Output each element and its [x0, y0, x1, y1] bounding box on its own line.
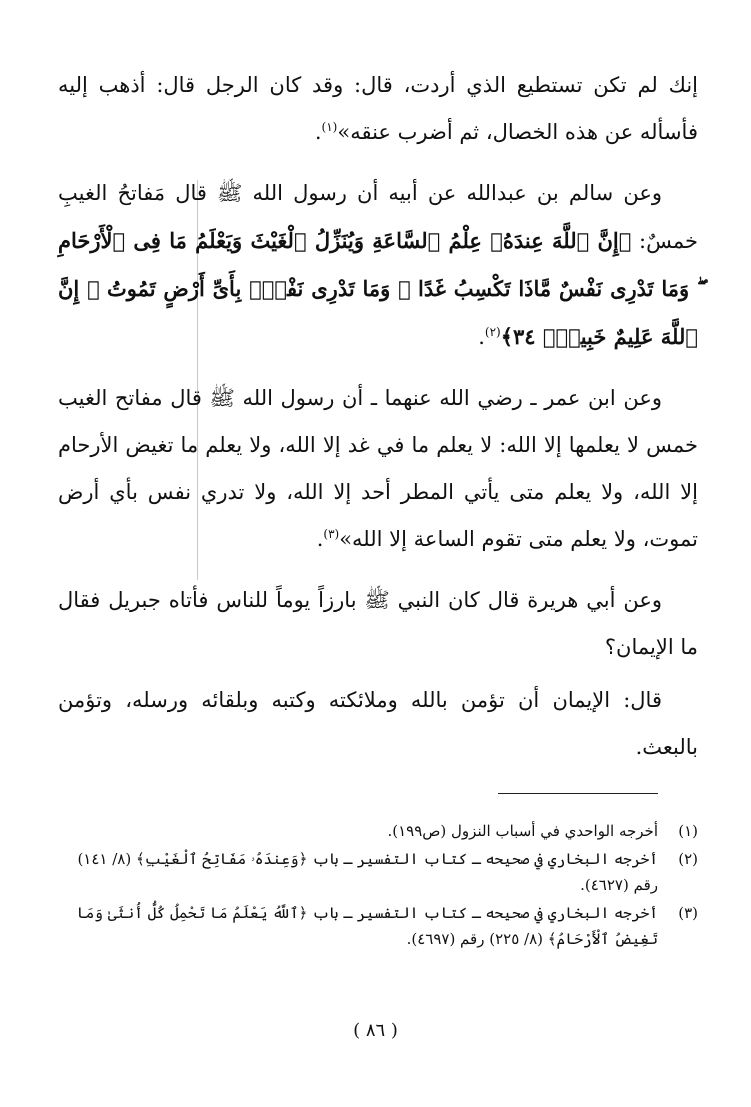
paragraph-text: قال: الإيمان أن تؤمن بالله وملائكته وكتبه وبلقائه ورسله، وتؤمن بالبعث.	[58, 688, 698, 759]
footnote-ref: (٢)	[484, 325, 501, 339]
paragraph-text: وعن أبي هريرة قال كان النبي ﷺ بارزاً يوماً للناس فأتاه جبريل فقال ما الإيمان؟	[58, 588, 698, 659]
footnote-ref: (١)	[321, 120, 338, 134]
footnote-text: أخرجه الواحدي في أسباب النزول (ص١٩٩).	[387, 822, 658, 840]
paragraph-text: إنك لم تكن تستطيع الذي أردت، قال: وقد كان الرجل قال: أذهب إليه فأسأله عن هذه الخصال، ثم أضرب عنقه»	[58, 73, 698, 144]
paragraph-4	[58, 577, 698, 671]
paragraph-3	[58, 375, 698, 563]
footnote-ref: (٣)	[323, 527, 340, 541]
paragraph-tail: .	[314, 120, 322, 144]
footnote-number: (٣)	[678, 904, 698, 922]
page-number: ( ٨٦ )	[353, 1020, 398, 1041]
footnote-2	[58, 846, 698, 898]
footnote-number: (١)	[678, 822, 698, 840]
footnote-3	[58, 900, 698, 952]
paragraph-tail: .	[478, 325, 485, 349]
paragraph-text: وعن ابن عمر ـ رضي الله عنهما ـ أن رسول الله ﷺ قال مفاتح الغيب خمس لا يعلمها إلا الله: لا يعلم ما في غد إلا الله، ولا يعلم ما تغيض الأرحام إلا الله، ولا يعلم متى يأتي المطر أحد إلا الله، ولا تدري نفس بأي أرض تموت، ولا يعلم متى تقوم الساعة إلا الله»	[58, 386, 698, 551]
paragraph-2	[58, 170, 698, 361]
footnote-divider	[498, 793, 658, 794]
paragraph-tail: .	[316, 527, 324, 551]
footnote-text: أخرجه البخاري في صحيحه ـ كتاب التفسير ـ باب ﴿ٱللَّهُ يَعْلَمُ مَا تَحْمِلُ كُلُّ أُنثَىٰ وَمَا تَغِيضُ ٱلْأَرْحَامُ﴾ (٨/ ٢٢٥) رقم (٤٦٩٧).	[76, 904, 658, 948]
paragraph-text: وعن سالم بن عبدالله عن أبيه أن رسول الله ﷺ قال مَفاتحُ الغيبِ خمسٌ:	[58, 181, 698, 253]
quran-verse: ﴿إِنَّ ٱللَّهَ عِندَهُۥ عِلْمُ ٱلسَّاعَةِ وَيُنَزِّلُ ٱلْغَيْثَ وَيَعْلَمُ مَا فِى ٱلْأَرْحَامِ ۖ وَمَا تَدْرِى نَفْسٌ مَّاذَا تَكْسِبُ غَدًا ۖ وَمَا تَدْرِى نَفْسٌۢ بِأَىِّ أَرْضٍ تَمُوتُ ۚ إِنَّ ٱللَّهَ عَلِيمٌ خَبِيرٌۢ ٣٤﴾	[58, 228, 698, 349]
footnote-text: أخرجه البخاري في صحيحه ـ كتاب التفسير ـ باب ﴿وَعِندَهُۥ مَفَاتِحُ ٱلْغَيْبِ﴾ (٨/ ١٤١) رقم (٤٦٢٧).	[77, 850, 658, 894]
footnote-number: (٢)	[678, 850, 698, 868]
main-text	[58, 62, 698, 785]
paragraph-1	[58, 62, 698, 156]
paragraph-5	[58, 677, 698, 771]
footnotes	[58, 818, 698, 954]
footnote-1	[58, 818, 698, 844]
